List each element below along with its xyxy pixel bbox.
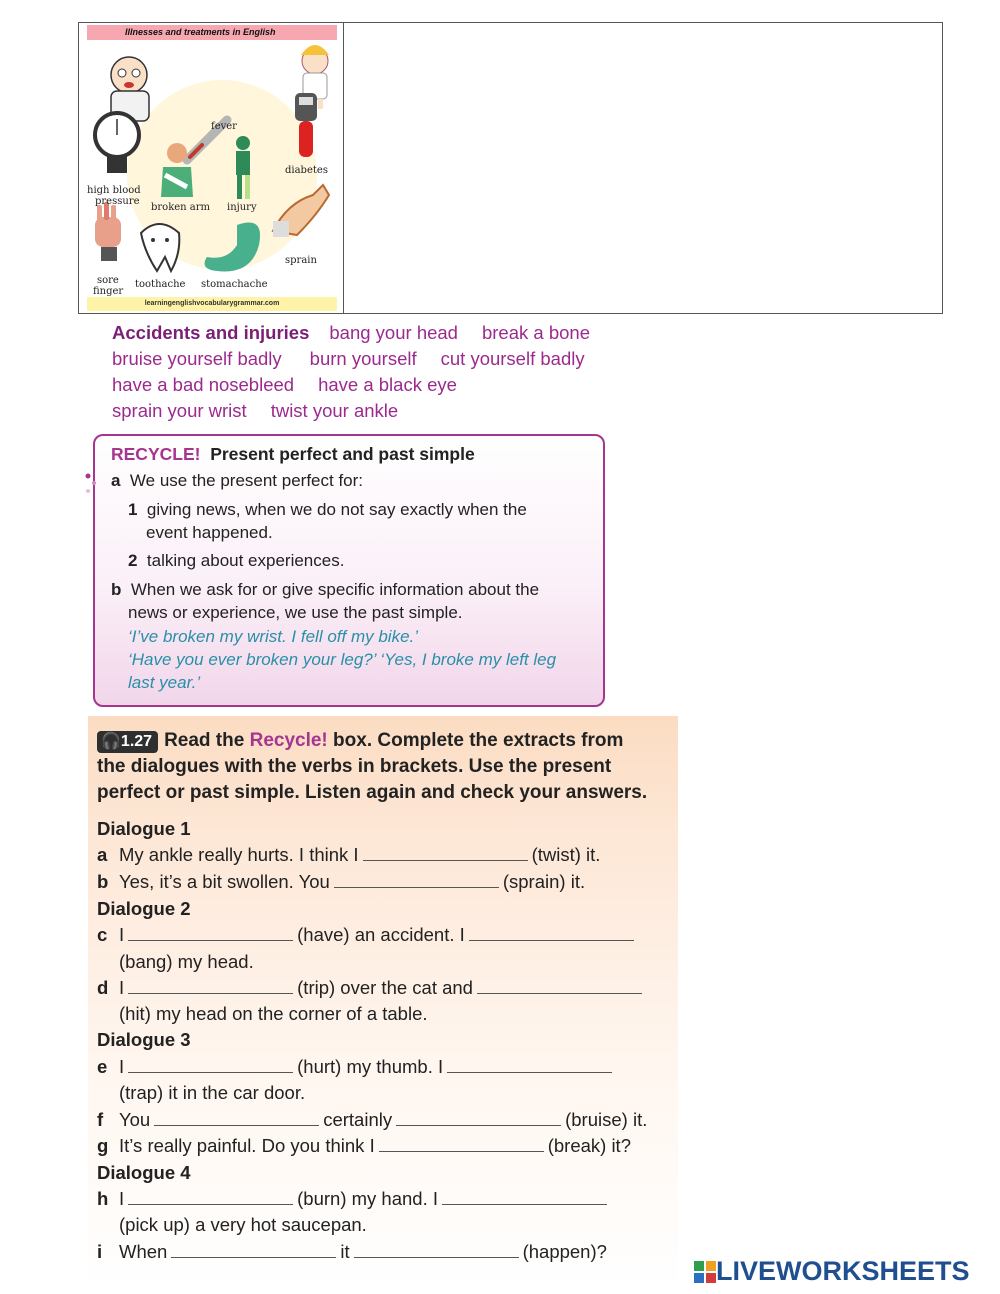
item-text: (twist) it. [531, 844, 601, 865]
item-f [97, 1107, 647, 1133]
rule-a-1 [128, 498, 527, 521]
headphones-icon: 🎧 [101, 733, 121, 750]
item-text: I [119, 924, 125, 945]
item-text: (burn) my hand. I [297, 1188, 439, 1209]
answer-blank[interactable] [171, 1239, 336, 1258]
recycle-tag: RECYCLE! [111, 444, 201, 464]
item-e [97, 1054, 616, 1080]
item-h-cont: (pick up) a very hot saucepan. [119, 1214, 367, 1235]
rule-text: When we ask for or give specific information about the [130, 580, 540, 599]
vocab-row-3 [112, 374, 457, 396]
vocab-row-4 [112, 400, 398, 422]
item-d-cont: (hit) my head on the corner of a table. [119, 1003, 428, 1024]
answer-blank[interactable] [477, 975, 642, 994]
item-text: You [119, 1109, 151, 1130]
item-text: When [119, 1241, 168, 1262]
answer-blank[interactable] [334, 869, 499, 888]
rule-text: talking about experiences. [146, 551, 345, 570]
example-3: last year.’ [128, 673, 201, 692]
label-diabetes: diabetes [285, 165, 328, 176]
track-number: 1.27 [120, 733, 153, 750]
item-letter: e [97, 1056, 108, 1077]
vocab-item: have a bad nosebleed [112, 374, 295, 395]
answer-blank[interactable] [128, 922, 293, 941]
instruction-text: box. Complete the extracts from [327, 730, 624, 751]
item-a [97, 842, 600, 868]
item-letter: a [97, 844, 108, 865]
liveworksheets-logo-icon [694, 1261, 716, 1283]
item-text: It’s really painful. Do you think I [119, 1135, 375, 1156]
answer-blank[interactable] [379, 1133, 544, 1152]
decorative-dots-icon [84, 470, 104, 500]
item-text: I [119, 1188, 125, 1209]
illnesses-poster [87, 25, 341, 313]
instruction-line-2: the dialogues with the verbs in brackets. Use the present [97, 756, 612, 777]
item-text: I [119, 1056, 125, 1077]
answer-blank[interactable] [128, 1186, 293, 1205]
vocab-item: bang your head [329, 322, 458, 343]
item-g [97, 1133, 631, 1159]
dialogue-2-heading: Dialogue 2 [97, 898, 191, 919]
vocab-item: sprain your wrist [112, 400, 247, 421]
rule-a-2 [128, 549, 344, 572]
dialogue-4-heading: Dialogue 4 [97, 1162, 191, 1183]
rule-letter: a [111, 471, 121, 490]
answer-blank[interactable] [396, 1107, 561, 1126]
poster-title: Illnesses and treatments in English [87, 25, 337, 40]
item-text: (have) an accident. I [297, 924, 465, 945]
rule-number: 1 [128, 500, 138, 519]
example-1: ‘I’ve broken my wrist. I fell off my bike.’ [128, 627, 419, 646]
vocab-item: burn yourself [309, 348, 417, 369]
item-e-cont: (trap) it in the car door. [119, 1082, 306, 1103]
rule-b [111, 578, 539, 601]
dialogue-3-heading: Dialogue 3 [97, 1029, 191, 1050]
poster-footer: learningenglishvocabularygrammar.com [87, 297, 337, 311]
label-broken-arm: broken arm [151, 202, 211, 213]
rule-a [111, 469, 363, 492]
worksheet-image-table [78, 22, 943, 314]
rule-b-cont: news or experience, we use the past simple. [128, 603, 463, 622]
item-letter: g [97, 1135, 109, 1156]
answer-blank[interactable] [442, 1186, 607, 1205]
vocab-item: have a black eye [318, 374, 457, 395]
item-text: I [119, 977, 125, 998]
rule-text: We use the present perfect for: [129, 471, 364, 490]
instruction-text: Read the [164, 730, 250, 751]
rule-a-1-cont: event happened. [146, 523, 273, 542]
vocab-row-2 [112, 348, 585, 370]
logo-text: LIVEWORKSHEETS [716, 1256, 970, 1286]
dialogue-1-heading: Dialogue 1 [97, 818, 191, 839]
item-h [97, 1186, 611, 1212]
item-text: it [340, 1241, 350, 1262]
sore-finger-hand-icon [95, 202, 121, 261]
item-text: Yes, it’s a bit swollen. You [119, 871, 330, 892]
recycle-title: Present perfect and past simple [210, 444, 475, 464]
table-divider [343, 23, 344, 313]
rule-text: giving news, when we do not say exactly when the [146, 500, 527, 519]
answer-blank[interactable] [128, 975, 293, 994]
recycle-heading [111, 443, 475, 466]
label-toothache: toothache [135, 279, 186, 290]
vocab-heading: Accidents and injuries [112, 322, 310, 343]
label-sore: sore [97, 275, 119, 286]
vocab-row-1 [112, 322, 590, 344]
instruction-recycle-word: Recycle! [249, 730, 328, 751]
item-letter: h [97, 1188, 109, 1209]
example-2: ‘Have you ever broken your leg?’ ‘Yes, I broke my left leg [128, 650, 557, 669]
answer-blank[interactable] [469, 922, 634, 941]
item-text: (happen)? [522, 1241, 607, 1262]
label-fever: fever [211, 121, 237, 132]
item-text: (break) it? [547, 1135, 631, 1156]
item-i [97, 1239, 607, 1265]
answer-blank[interactable] [154, 1107, 319, 1126]
audio-track-badge[interactable] [97, 731, 158, 753]
answer-blank[interactable] [447, 1054, 612, 1073]
item-letter: f [97, 1109, 104, 1130]
instruction-line-1 [97, 728, 623, 754]
tooth-icon [141, 224, 179, 271]
vocab-item: break a bone [481, 322, 590, 343]
item-letter: b [97, 871, 109, 892]
item-c [97, 922, 638, 948]
item-text: (trip) over the cat and [297, 977, 473, 998]
item-b [97, 869, 585, 895]
vocab-item: twist your ankle [270, 400, 399, 421]
instruction-line-3: perfect or past simple. Listen again and check your answers. [97, 782, 648, 803]
item-c-cont: (bang) my head. [119, 951, 254, 972]
answer-blank[interactable] [363, 842, 528, 861]
label-sprain: sprain [285, 255, 317, 266]
item-text: (bruise) it. [565, 1109, 648, 1130]
label-finger: finger [93, 286, 124, 297]
answer-blank[interactable] [128, 1054, 293, 1073]
item-letter: c [97, 924, 108, 945]
answer-blank[interactable] [354, 1239, 519, 1258]
liveworksheets-logo[interactable] [694, 1256, 970, 1286]
rule-letter: b [111, 580, 122, 599]
label-stomachache: stomachache [201, 279, 268, 290]
item-text: (hurt) my thumb. I [297, 1056, 444, 1077]
label-injury: injury [227, 202, 257, 213]
vocab-item: bruise yourself badly [112, 348, 282, 369]
item-letter: i [97, 1241, 103, 1262]
label-high-blood: high blood [87, 185, 141, 196]
item-text: (sprain) it. [502, 871, 586, 892]
item-text: My ankle really hurts. I think I [119, 844, 359, 865]
item-d [97, 975, 646, 1001]
rule-number: 2 [128, 551, 138, 570]
item-text: certainly [323, 1109, 393, 1130]
item-letter: d [97, 977, 109, 998]
vocab-item: cut yourself badly [440, 348, 585, 369]
label-pressure: pressure [95, 196, 140, 207]
